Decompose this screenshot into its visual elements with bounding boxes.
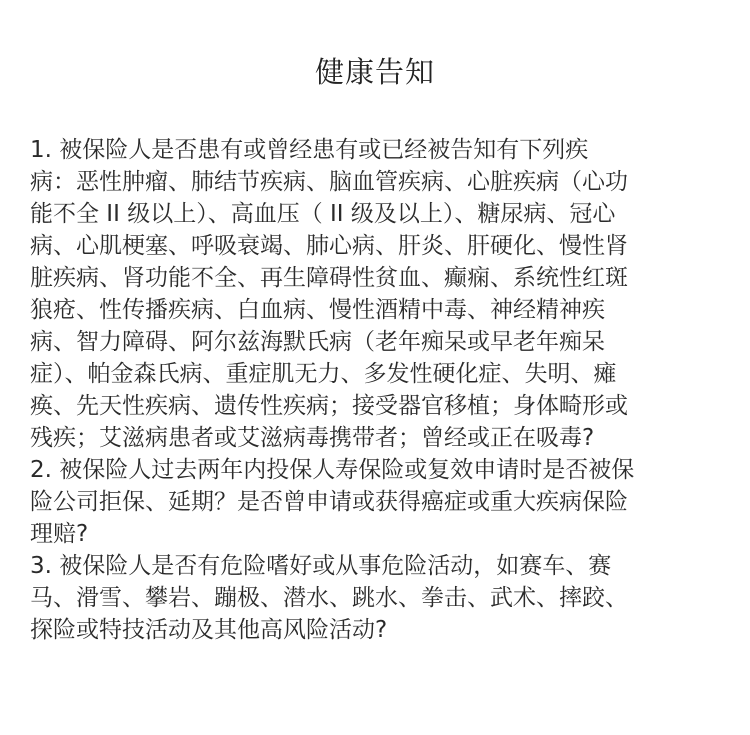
text-line: 险公司拒保、延期？是否曾申请或获得癌症或重大疾病保险 (30, 489, 628, 515)
text-line: 脏疾病、肾功能不全、再生障碍性贫血、癫痫、系统性红斑 (30, 265, 628, 291)
text-line: 症）、帕金森氏病、重症肌无力、多发性硬化症、失明、瘫 (30, 361, 617, 387)
text-line: 残疾；艾滋病患者或艾滋病毒携带者；曾经或正在吸毒? (30, 425, 595, 451)
text-line: 能不全 II 级以上）、高血压（ II 级及以上）、糖尿病、冠心 (30, 201, 616, 227)
text-line: 病：恶性肿瘤、肺结节疾病、脑血管疾病、心脏疾病（心功 (30, 169, 628, 195)
text-line: 病、智力障碍、阿尔兹海默氏病（老年痴呆或早老年痴呆 (30, 329, 605, 355)
text-line: 2. 被保险人过去两年内投保人寿保险或复效申请时是否被保 (30, 457, 635, 483)
text-line: 狼疮、性传播疾病、白血病、慢性酒精中毒、神经精神疾 (30, 297, 605, 323)
text-line: 1. 被保险人是否患有或曾经患有或已经被告知有下列疾 (30, 137, 589, 163)
text-line: 3. 被保险人是否有危险嗜好或从事危险活动，如赛车、赛 (30, 553, 612, 579)
text-line: 探险或特技活动及其他高风险活动? (30, 617, 388, 643)
text-line: 理赔? (30, 521, 89, 547)
text-line: 病、心肌梗塞、呼吸衰竭、肺心病、肝炎、肝硬化、慢性肾 (30, 233, 628, 259)
text-line: 痪、先天性疾病、遗传性疾病；接受器官移植；身体畸形或 (30, 393, 628, 419)
page-title: 健康告知 (314, 55, 435, 89)
text-line: 马、滑雪、攀岩、蹦极、潜水、跳水、拳击、武术、摔跤、 (30, 585, 628, 611)
